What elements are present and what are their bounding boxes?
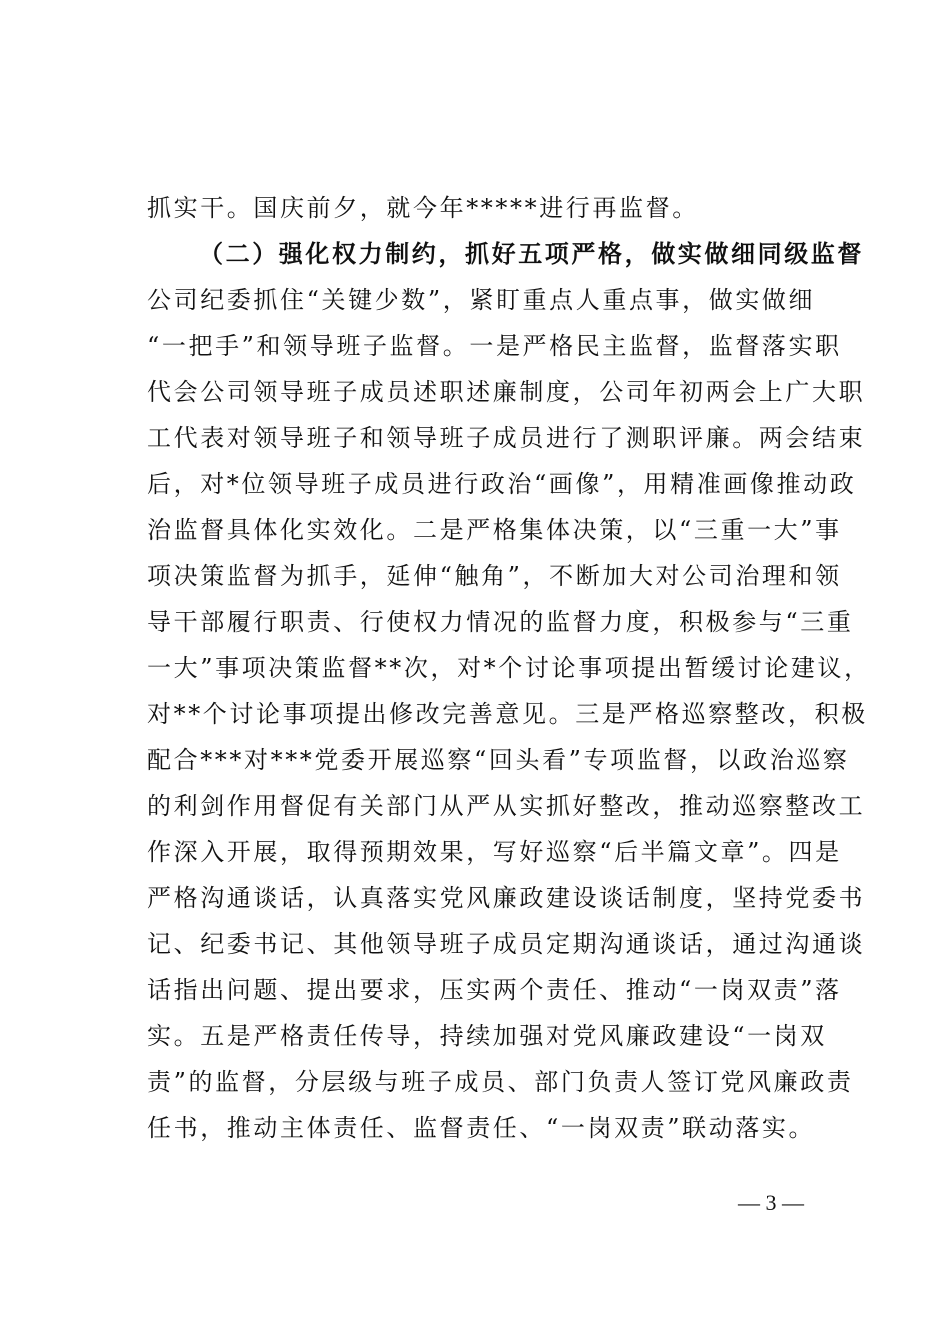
text-line: 公司纪委抓住“关键少数”，紧盯重点人重点事，做实做细	[147, 286, 816, 314]
text-line: 任书，推动主体责任、监督责任、“一岗双责”联动落实。	[147, 1114, 816, 1142]
text-line: 对**个讨论事项提出修改完善意见。三是严格巡察整改，积极	[147, 700, 868, 728]
text-line: 责”的监督，分层级与班子成员、部门负责人签订党风廉政责	[147, 1068, 854, 1096]
text-line: 严格沟通谈话，认真落实党风廉政建设谈话制度，坚持党委书	[147, 884, 866, 912]
text-line: 配合***对***党委开展巡察“回头看”专项监督，以政治巡察	[147, 746, 850, 774]
text-line: 项决策监督为抓手，延伸“触角”，不断加大对公司治理和领	[147, 562, 842, 590]
text-line: “一把手”和领导班子监督。一是严格民主监督，监督落实职	[147, 332, 842, 360]
text-line: 话指出问题、提出要求，压实两个责任、推动“一岗双责”落	[147, 976, 842, 1004]
body-text	[147, 185, 871, 1151]
text-line: 导干部履行职责、行使权力情况的监督力度，积极参与“三重	[147, 608, 854, 636]
section-heading: （二）强化权力制约，抓好五项严格，做实做细同级监督	[199, 239, 864, 268]
text-line: 记、纪委书记、其他领导班子成员定期沟通谈话，通过沟通谈	[147, 930, 866, 958]
text-line: 的利剑作用督促有关部门从严从实抓好整改，推动巡察整改工	[147, 792, 866, 820]
text-line: 治监督具体化实效化。二是严格集体决策，以“三重一大”事	[147, 516, 842, 544]
text-line: 代会公司领导班子成员述职述廉制度，公司年初两会上广大职	[147, 378, 866, 406]
text-line: 工代表对领导班子和领导班子成员进行了测职评廉。两会结束	[147, 424, 866, 452]
text-line: 作深入开展，取得预期效果，写好巡察“后半篇文章”。四是	[147, 838, 842, 866]
text-line: 抓实干。国庆前夕，就今年*****进行再监督。	[147, 194, 699, 222]
text-line: 一大”事项决策监督**次，对*个讨论事项提出暂缓讨论建议，	[147, 654, 871, 682]
page-number: — 3 —	[738, 1190, 804, 1215]
text-line: 后，对*位领导班子成员进行政治“画像”，用精准画像推动政	[147, 470, 857, 498]
text-line: 实。五是严格责任传导，持续加强对党风廉政建设“一岗双	[147, 1022, 827, 1050]
